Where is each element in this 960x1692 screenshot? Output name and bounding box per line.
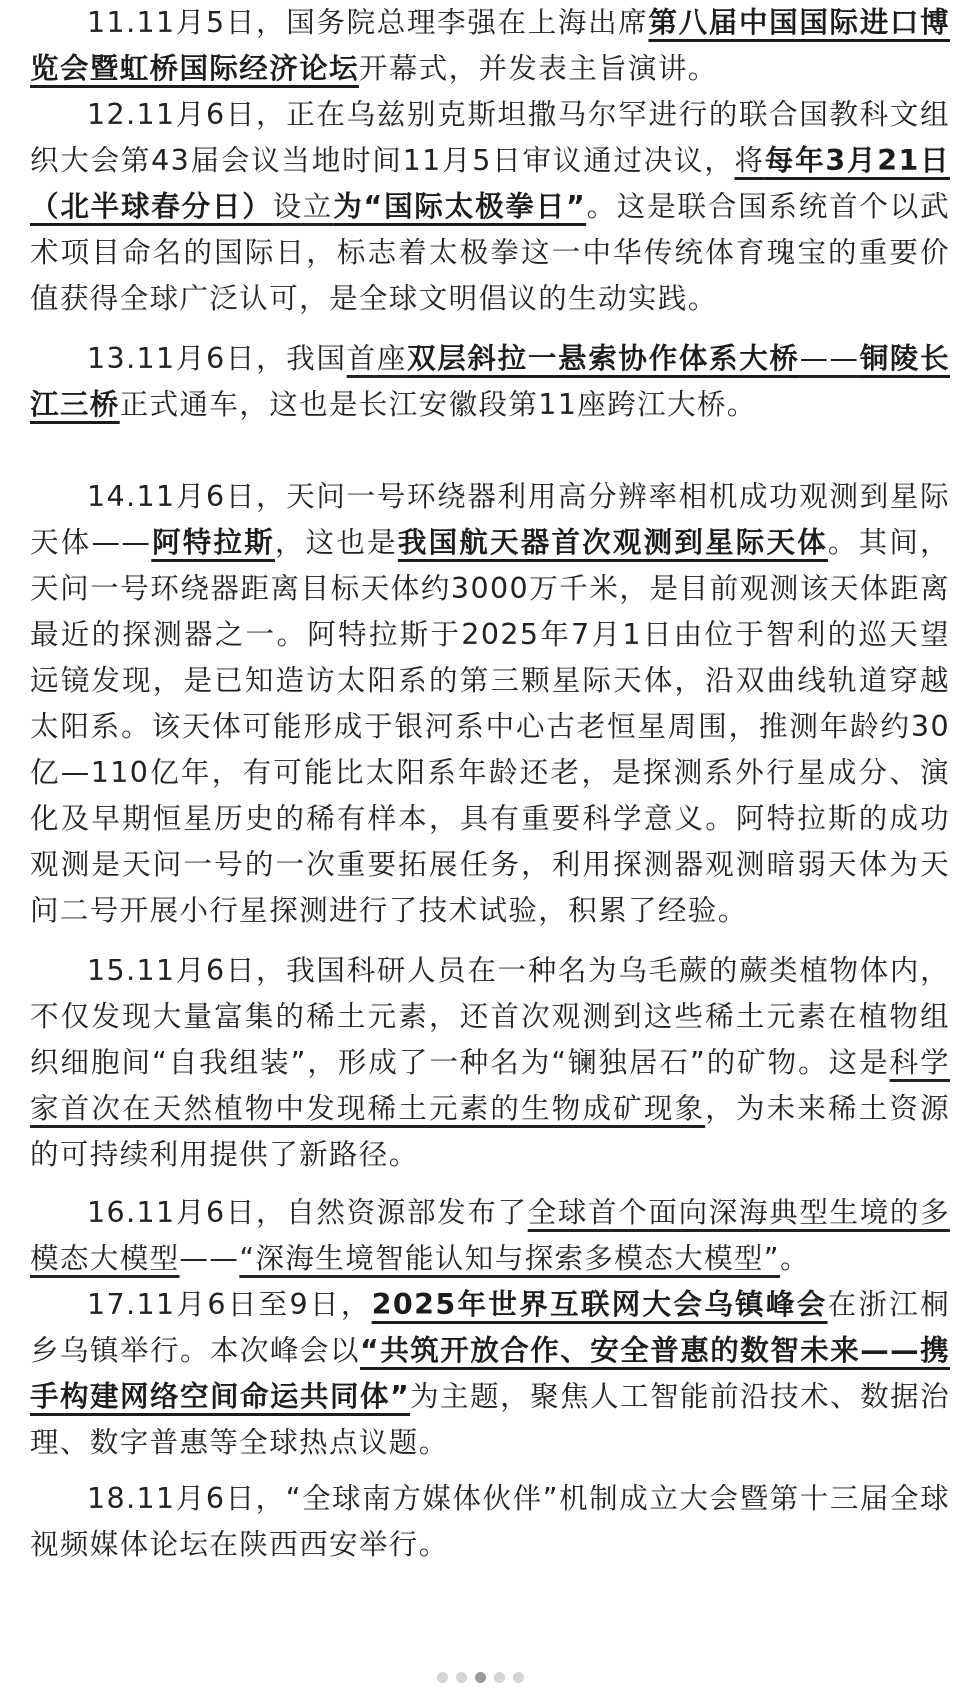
body-text: ，为未来稀土资源的可持续利用提供了新路径。	[30, 1092, 950, 1171]
page-indicator	[0, 1668, 960, 1688]
underlined-text: 全球首个面向深海典型生境的多模态大模型	[30, 1196, 950, 1275]
body-text: 。这是联合国系统首个以武术项目命名的国际日，标志着太极拳这一中华传统体育瑰宝的重要价值获得全球广泛认可，是全球文明倡议的生动实践。	[30, 190, 951, 315]
news-item-16	[30, 1190, 950, 1282]
body-text: 13.11月6日，我国	[87, 342, 347, 375]
body-text: 11.11月5日，国务院总理李强在上海出席	[87, 6, 649, 39]
highlighted-text: 我国航天器首次观测到星际天体	[397, 526, 828, 559]
highlighted-text: 阿特拉斯	[151, 526, 275, 559]
body-text: 18.11月6日，“全球南方媒体伙伴”机制成立大会暨第十三届全球视频媒体论坛在陕西西安举行。	[30, 1482, 950, 1561]
page-dot[interactable]	[494, 1672, 505, 1683]
news-item-17	[30, 1282, 950, 1466]
news-item-11	[30, 0, 950, 92]
highlighted-text: “共筑开放合作、安全普惠的数智未来——携手构建网络空间命运共同体”	[30, 1334, 951, 1413]
highlighted-text: 双层斜拉一悬索协作体系大桥	[407, 342, 800, 375]
underlined-text: 设立	[272, 190, 334, 223]
news-item-13	[30, 336, 950, 428]
news-item-12	[30, 92, 950, 322]
page-dot[interactable]	[475, 1672, 486, 1683]
body-text: 。其间，天问一号环绕器距离目标天体约3000万千米，是目前观测该天体距离最近的探测器之一。阿特拉斯于2025年7月1日由位于智利的巡天望远镜发现，是已知造访太阳系的第三颗星际天体，沿双曲线轨道穿越太阳系。该天体可能形成于银河系中心古老恒星周围，推测年龄约30亿—110亿年，有可能比太阳系年龄还老，是探测系外行星成分、演化及早期恒星历史的稀有样本，具有重要科学意义。阿特拉斯的成功观测是天问一号的一次重要拓展任务，利用探测器观测暗弱天体为天问二号开展小行星探测进行了技术试验，积累了经验。	[30, 526, 950, 927]
underlined-text: 将	[734, 144, 765, 177]
news-item-14	[30, 474, 950, 934]
body-text: 14.11月6日，天问一号环绕器利用高分辨率相机成功观测到星际天体——	[30, 480, 950, 559]
body-text: ——	[179, 1242, 240, 1275]
body-text: 17.11月6日至9日，	[87, 1288, 372, 1321]
body-text: 正式通车，这也是长江安徽段第11座跨江大桥。	[119, 388, 757, 421]
body-text: 16.11月6日，自然资源部发布了	[87, 1196, 528, 1229]
highlighted-text: 第八届中国国际进口博览会暨虹桥国际经济论坛	[30, 6, 950, 85]
highlighted-text: 每年3月21日（北半球春分日）	[30, 144, 951, 223]
underlined-text: ——	[799, 342, 860, 375]
highlighted-text: 为“国际太极拳日”	[333, 190, 587, 223]
page-dot[interactable]	[437, 1672, 448, 1683]
news-item-18	[30, 1476, 950, 1568]
news-item-15	[30, 948, 950, 1178]
underlined-text: 科学家首次在天然植物中发现稀土元素的生物成矿现象	[30, 1046, 950, 1125]
body-text: ，这也是	[274, 526, 398, 559]
body-text: 为主题，聚焦人工智能前沿技术、数据治理、数字普惠等全球热点议题。	[30, 1380, 950, 1459]
page-dot[interactable]	[456, 1672, 467, 1683]
underlined-text: “深海生境智能认知与探索多模态大模型”	[239, 1242, 780, 1275]
highlighted-text: 铜陵长江三桥	[30, 342, 951, 421]
body-text: 。	[779, 1242, 810, 1275]
body-text: 15.11月6日，我国科研人员在一种名为乌毛蕨的蕨类植物体内，不仅发现大量富集的稀土元素，还首次观测到这些稀土元素在植物组织细胞间“自我组装”，形成了一种名为“镧独居石”的矿物。这是	[30, 954, 950, 1079]
highlighted-text: 2025年世界互联网大会乌镇峰会	[371, 1288, 828, 1321]
page-dot[interactable]	[513, 1672, 524, 1683]
body-text: 开幕式，并发表主旨演讲。	[358, 52, 718, 85]
underlined-text: 首座	[346, 342, 408, 375]
body-text: 在浙江桐乡乌镇举行。本次峰会以	[30, 1288, 950, 1367]
body-text: 12.11月6日，正在乌兹别克斯坦撒马尔罕进行的联合国教科文组织大会第43届会议当地时间11月5日审议通过决议，	[30, 98, 950, 177]
